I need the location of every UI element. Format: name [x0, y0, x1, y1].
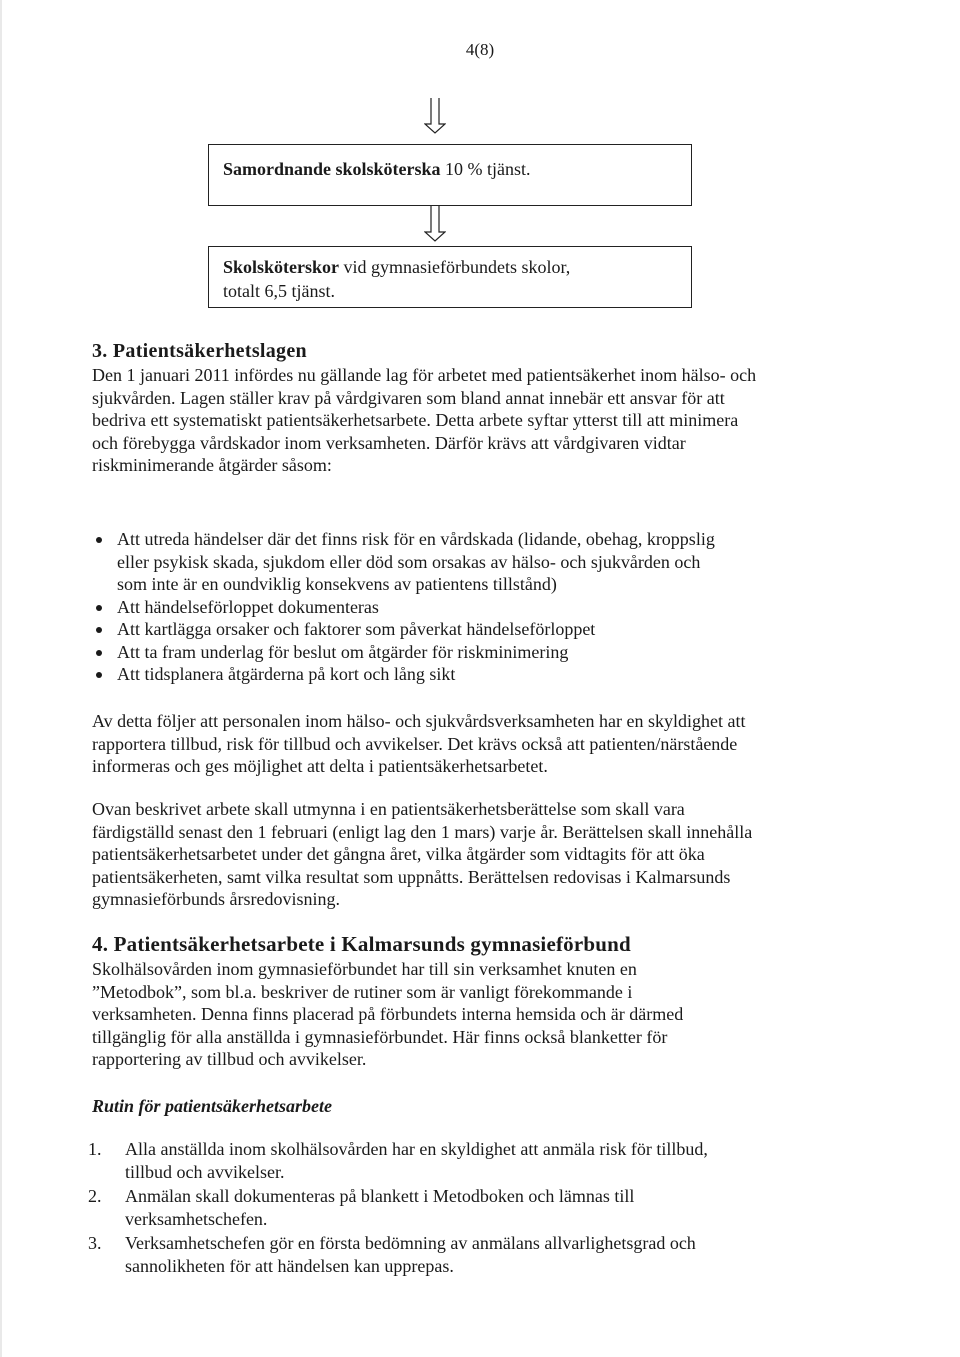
- paragraph: Ovan beskrivet arbete skall utmynna i en patientsäkerhetsberättelse som skall vara färdigställd senast den 1 februari (enligt lag den 1 mars) varje år. Berättelsen skall innehålla patientsäkerhetsarbetet under det gångna året, vilka åtgärder som vidtagits för att öka patientsäkerheten, samt vilka resultat som uppnåtts. Berättelsen redovisas i Kalmarsunds gymnasieförbunds årsredovisning.: [92, 799, 753, 909]
- role-box-nurses: [208, 246, 692, 308]
- list-item: [88, 1138, 753, 1183]
- list-text: Anmälan skall dokumenteras på blankett i Metodboken och lämnas till verksamhetschefen.: [125, 1186, 635, 1229]
- list-text: Alla anställda inom skolhälsovården har en skyldighet att anmäla risk för tillbud, tillbud och avvikelser.: [125, 1139, 708, 1182]
- section3-intro: [92, 364, 757, 477]
- down-arrow-icon: [424, 206, 446, 242]
- section-heading: 3. Patientsäkerhetslagen: [92, 340, 307, 362]
- page-number: 4(8): [465, 40, 495, 59]
- list-number: 2.: [88, 1186, 102, 1206]
- paragraph: Av detta följer att personalen inom hälso- och sjukvårdsverksamheten har en skyldighet att rapportera tillbud, risk för tillbud och avvikelser. Det krävs också att patienten/närstående informeras och ges möjlighet att delta i patientsäkerhetsarbetet.: [92, 711, 746, 776]
- paragraph: Den 1 januari 2011 infördes nu gällande lag för arbetet med patientsäkerhet inom hälso- och sjukvården. Lagen ställer krav på vårdgivaren som bland annat innebär ett ansvar för att bedriva ett systematiskt patientsäkerhetsarbete. Detta arbete syftar ytterst till att minimera och förebygga vårdskador inom verksamheten. Därför krävs att vårdgivaren vidtar riskminimerande åtgärder såsom:: [92, 365, 757, 475]
- scan-edge: [0, 0, 2, 1357]
- list-item: Att kartlägga orsaker och faktorer som påverkat händelseförloppet: [92, 618, 727, 641]
- risk-measures-list: [92, 528, 727, 686]
- list-item: Att tidsplanera åtgärderna på kort och lång sikt: [92, 663, 727, 686]
- box-title: Skolsköterskor: [223, 257, 340, 277]
- section-heading: 4. Patientsäkerhetsarbete i Kalmarsunds gymnasieförbund: [92, 932, 631, 956]
- list-item: [88, 1185, 753, 1230]
- box-text-line2: totalt 6,5 tjänst.: [223, 281, 335, 301]
- box-text: 10 % tjänst.: [440, 159, 531, 179]
- list-text: Verksamhetschefen gör en första bedömning av anmälans allvarlighetsgrad och sannolikheten för att händelsen kan upprepas.: [125, 1233, 696, 1276]
- list-item: Att ta fram underlag för beslut om åtgärder för riskminimering: [92, 641, 727, 664]
- role-box-coordinator: [208, 144, 692, 206]
- box-text: vid gymnasieförbundets skolor,: [339, 257, 571, 277]
- box-title: Samordnande skolsköterska: [223, 159, 441, 179]
- paragraph: Skolhälsovården inom gymnasieförbundet har till sin verksamhet knuten en ”Metodbok”, som bl.a. beskriver de rutiner som är vanligt förekommande i verksamheten. Denna finns placerad på förbundets interna hemsida och är därmed tillgänglig för alla anställda i gymnasieförbundet. Här finns också blanketter för rapportering av tillbud och avvikelser.: [92, 959, 684, 1069]
- down-arrow-icon: [424, 98, 446, 134]
- list-number: 1.: [88, 1139, 102, 1159]
- routine-list: [88, 1138, 753, 1279]
- list-item: Att utreda händelser där det finns risk för en vårdskada (lidande, obehag, kroppslig eller psykisk skada, sjukdom eller död som orsakas av hälso- och sjukvården och som inte är en oundviklig konsekvens av patientens tillstånd): [92, 528, 727, 596]
- list-number: 3.: [88, 1233, 102, 1253]
- list-item: [88, 1232, 753, 1277]
- routine-subheading: Rutin för patientsäkerhetsarbete: [92, 1096, 333, 1116]
- list-item: Att händelseförloppet dokumenteras: [92, 596, 727, 619]
